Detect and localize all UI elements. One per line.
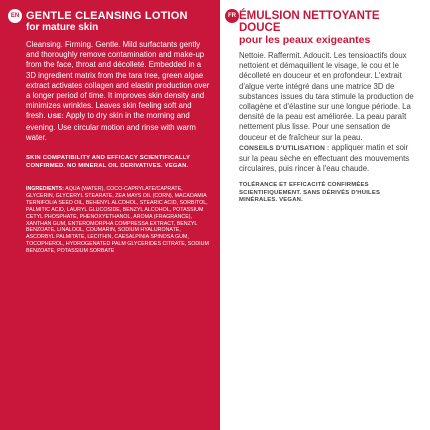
fr-claims: TOLÉRANCE ET EFFICACITÉ CONFIRMÉES SCIENTIFIQUEMENT. SANS DÉRIVÉS D'HUILES MINÉRALES. VEGAN. [239,182,381,204]
en-language-badge: EN [8,9,22,23]
fr-description-text: Nettoie. Raffermit. Adoucit. Les tensioactifs doux nettoient et démaquillent le visage, le cou et le décolleté en douceur et en profondeur. L'extrait d'algue verte intégré dans une matrice 3D de substances issues du tara stimule la production de collagène et d'élastine sur une longue période. La densité de la peau est améliorée. La peau paraît nettement plus lisse. Pour une sensation de douceur et de fraîcheur sur la peau. [239,51,414,142]
en-claims: SKIN COMPATIBILITY AND EFFICACY SCIENTIFICALLY CONFIRMED. NO MINERAL OIL DERIVATIVES. VEGAN. [26,155,190,169]
en-usage-text: Apply to dry skin in the morning and evening. Use circular motion and rinse with warm water. [26,111,196,142]
fr-usage-text: appliquer matin et soir sur la peau sèche en effectuant des mouvements circulaires, puis rincer à l'eau chaude. [239,142,410,174]
en-ingredients [26,186,210,255]
en-product-title: GENTLE CLEANSING LOTION [26,10,188,22]
french-panel [220,0,430,430]
fr-product-subtitle: pour les peaux exigeantes [239,34,371,46]
en-description-text: Cleansing. Firming. Gentle. Mild surfactants gently and thoroughly remove contamination and make-up from the face, throat and décolleté. Embedded in a 3D ingredient matrix from the tara tree, green algae extract activates collagen and elastin production over a longer period of time. It improves skin density and minimizes wrinkles. Leaves skin feeling soft and fresh. [26,40,210,121]
fr-description [239,51,418,174]
fr-usage-label: CONSEILS D'UTILISATION : [239,144,330,152]
fr-language-badge: FR [225,9,239,23]
en-usage-label: USE: [47,113,65,121]
fr-product-title: ÉMULSION NETTOYANTE DOUCE [239,10,380,34]
en-ingredients-text: AQUA (WATER), COCO-CAPRYLATE/CAPRATE, GLYCERIN, GLYCERYL STEARATE, ZEA MAYS OIL (CORN), MACADAMIA TERNIFOLIA SEED OIL, BEHENYL ALCOHOL, STEARIC ACID, SORBITOL, PALMITIC ACID, LAURYL GLUCOSIDE, BENZYL ALCOHOL, POTASSIUM CETYL PHOSPHATE, PHENOXYETHANOL, AROMA (FRAGRANCE), XANTHAN GUM, ENTEROMORPHA COMPRESSA EXTRACT, BENZYL BENZOATE, LINALOOL, COUMARIN, SODIUM HYALURONATE, ASCORBYL PALMITATE, LECITHIN, CAESALPINIA SPINOSA GUM, TOCOPHEROL, HYDROGENATED PALM GLYCERIDES CITRATE, SODIUM BENZOATE, POTASSIUM SORBATE [26,186,209,255]
en-product-subtitle: for mature skin [26,22,99,33]
en-ingredients-label: INGREDIENTS: [26,186,64,193]
en-description [26,40,210,143]
